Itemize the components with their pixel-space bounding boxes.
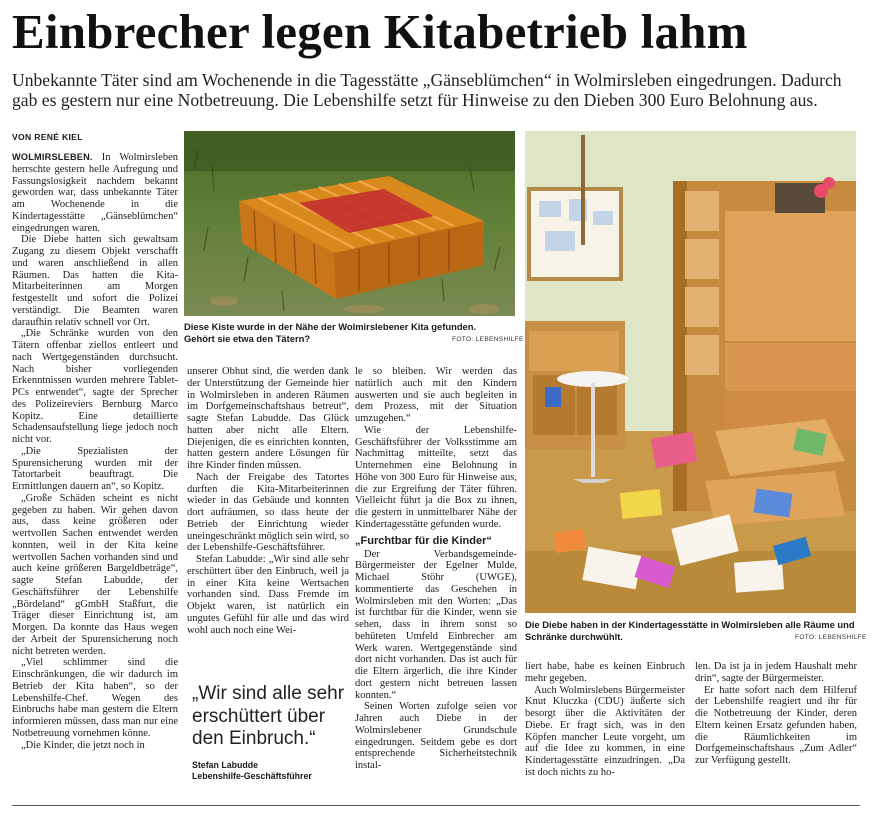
paragraph: unserer Obhut sind, die werden dank der Unterstützung der Gemeinde hier in Wolmirsleben in anderen Räumen im Dorfgemeinschaftshaus betreut“, sagte Stefan Labudde. Das Glück hatten aber nicht alle Eltern. Diejenigen, die es einrichten konnten, hatten gestern andere Lösungen für ihre Kinder finden müssen. — [187, 366, 349, 471]
lead-paragraph: Unbekannte Täter sind am Wochenende in die Tagesstätte „Gänseblümchen“ in Wolmirsleben eingedrungen. Dadurch gab es gestern nur eine Notbetreuung. Die Lebenshilfe setzt für Hinweise zu den Dieben 300 Euro Belohnung aus. — [12, 70, 842, 110]
crate-photo-caption: Diese Kiste wurde in der Nähe der Wolmirslebener Kita gefunden. Gehört sie etwa den Tätern? — [184, 321, 477, 344]
paragraph: len. Da ist ja in jedem Haushalt mehr drin“, sagte der Bürgermeister. — [695, 661, 857, 684]
article-column-1 — [12, 152, 178, 797]
room-photo-image — [525, 131, 856, 613]
paragraph: „Die Schränke wurden von den Tätern offenbar ziellos entleert und nach Wertgegenständen durchsucht. Nach bisher vorliegenden Erkenntnissen wurden mehrere Tablet-PCs entwendet“, sagte der Sprecher des Polizeireviers Bernburg Marco Kopitz. Eine detaillierte Schadensaufstellung liege jedoch noch nicht vor. — [12, 328, 178, 445]
paragraph: „Die Spezialisten der Spurensicherung wurden mit der Tatortarbeit beauftragt. Die Ermittlungen dauern an“, so Kopitz. — [12, 445, 178, 492]
bottom-rule — [12, 805, 860, 806]
paragraph: Auch Wolmirslebens Bürgermeister Knut Kluczka (CDU) äußerte sich besorgt über die Aktivitäten der Diebe. Er fragt sich, was in den Köpfen mancher Leute vorgeht, um auf die Idee zu kommen, in eine Kindertagesstätte einzudringen. „Da ist doch nichts zu ho- — [525, 684, 685, 778]
room-photo-credit: FOTO: LEBENSHILFE — [795, 634, 867, 641]
article-column-5 — [695, 661, 857, 799]
crate-photo-image — [184, 131, 515, 316]
pull-quote: „Wir sind alle sehr erschüttert über den Einbruch.“ — [192, 683, 345, 749]
paragraph: Wie der Lebenshilfe-Geschäftsführer der Volksstimme am Nachmittag mitteilte, setzt das Unternehmen eine Belohnung in Höhe von 300 Euro für Hinweise aus, die zur Ergreifung der Täter führen. Vielleicht führt ja die Box zu ihnen, die gestern in unmittelbarer Nähe der Kindertagesstätte gefunden wurde. — [355, 424, 517, 530]
pull-quote-author-role: Lebenshilfe-Geschäftsführer — [192, 771, 312, 781]
pull-quote-author — [192, 760, 352, 782]
paragraph: „Viel schlimmer sind die Einschränkungen, die wir dadurch im Betrieb der Kita haben“, so der Lebenshilfe-Chef. Wegen des Einbruchs habe man gestern die Eltern informieren müssen, dass man nur eine Notbetreuung vornehmen könne. — [12, 657, 178, 739]
room-photo-caption: Die Diebe haben in der Kindertagesstätte in Wolmirsleben alle Räume und Schränke durchwühlt. — [525, 619, 855, 642]
dateline: WOLMIRSLEBEN. — [12, 152, 93, 162]
paragraph: „Große Schäden scheint es nicht gegeben zu haben. Wir gehen davon aus, dass keine größeren oder wertvollen Sachen entwendet werden konnten, weil in der Kita keine wertvollen Sachen vorhanden sind und auch keine größeren Bargeldbeträge“, sagte Stefan Labudde, der Geschäftsführer der Lebenshilfe „Bördeland“ gGmbH Staßfurt, die Träger dieser Einrichtung ist, am Morgen. Da konnte das Haus wegen der Arbeit der Spurensicherung noch nicht betreten werden. — [12, 492, 178, 657]
room-photo — [525, 131, 856, 613]
paragraph: Seinen Worten zufolge seien vor Jahren auch Diebe in der Wolmirslebener Grundschule eingedrungen. Seitdem gebe es dort entsprechende Sicherheitstechnik instal- — [355, 701, 517, 771]
paragraph: liert habe, habe es keinen Einbruch mehr gegeben. — [525, 661, 685, 684]
paragraph-text: In Wolmirsleben herrschte gestern helle Aufregung und Fassungslosigkeit nachdem bekannt geworden war, dass unbekannte Täter am Wochenende in die Kindertagesstätte „Gänseblümchen“ eingedrungen waren. — [12, 152, 178, 234]
crate-photo-credit: FOTO: LEBENSHILFE — [452, 336, 524, 343]
paragraph — [12, 152, 178, 234]
paragraph: Die Diebe hatten sich gewaltsam Zugang zu diesem Objekt verschafft und waren anschließend in allen Räumen. Das hatten die Kita-Mitarbeiterinnen am Morgen festgestellt und sofort die Polizei verständigt. Die Beamten waren daraufhin relativ schnell vor Ort. — [12, 234, 178, 328]
subheading: „Furchtbar für die Kinder“ — [355, 534, 492, 547]
paragraph: „Die Kinder, die jetzt noch in — [21, 739, 145, 751]
byline: VON RENÉ KIEL — [12, 132, 83, 142]
headline: Einbrecher legen Kitabetrieb lahm — [12, 4, 748, 59]
paragraph: Stefan Labudde: „Wir sind alle sehr erschüttert über den Einbruch, weil ja in einer Kita keine Wertsachen vorhanden sind. Dass Fremde im Objekt waren, ist natürlich ein ungutes Gefühl für alle und das wird wohl auch noch eine Wei- — [187, 554, 349, 636]
paragraph: le so bleiben. Wir werden das natürlich auch mit den Kindern auswerten und sie auch begleiten in dem Prozess, mit der Situation umzugehen.“ — [355, 366, 517, 424]
paragraph: Nach der Freigabe des Tatortes durften die Kita-Mitarbeiterinnen wieder in das Gebäude und konnten dort aufräumen, so dass heute der Betrieb der Einrichtung wieder uneingeschränkt möglich sein wird, so der Lebenshilfe-Geschäftsführer. — [187, 471, 349, 554]
paragraph: Der Verbandsgemeinde-Bürgermeister der Egelner Mulde, Michael Stöhr (UWGE), kommentierte das Geschehen in Wolmirsleben mit den Worten: „Das ist furchtbar für die Kinder, wenn sie sehen, dass in ihrem sonst so behüteten Umfeld Einbrecher am Werk waren. Wertgegenstände sind dort nicht vorhanden. Das ist auch für die Eltern ärgerlich, die ihre Kinder dort gestern nicht betreuen lassen konnten.“ — [355, 548, 517, 701]
article-column-3 — [355, 366, 517, 799]
paragraph: Er hatte sofort nach dem Hilferuf der Lebenshilfe reagiert und ihr für die Notbetreuung der Kinder, deren Eltern keinen Ersatz gefunden haben, die Räumlichkeiten im Dorfgemeinschaftshaus „Zum Adler“ zur Verfügung gestellt. — [695, 684, 857, 766]
crate-photo — [184, 131, 515, 316]
pull-quote-author-name: Stefan Labudde — [192, 760, 258, 770]
article-column-4 — [525, 661, 685, 799]
article-column-2 — [187, 366, 349, 668]
